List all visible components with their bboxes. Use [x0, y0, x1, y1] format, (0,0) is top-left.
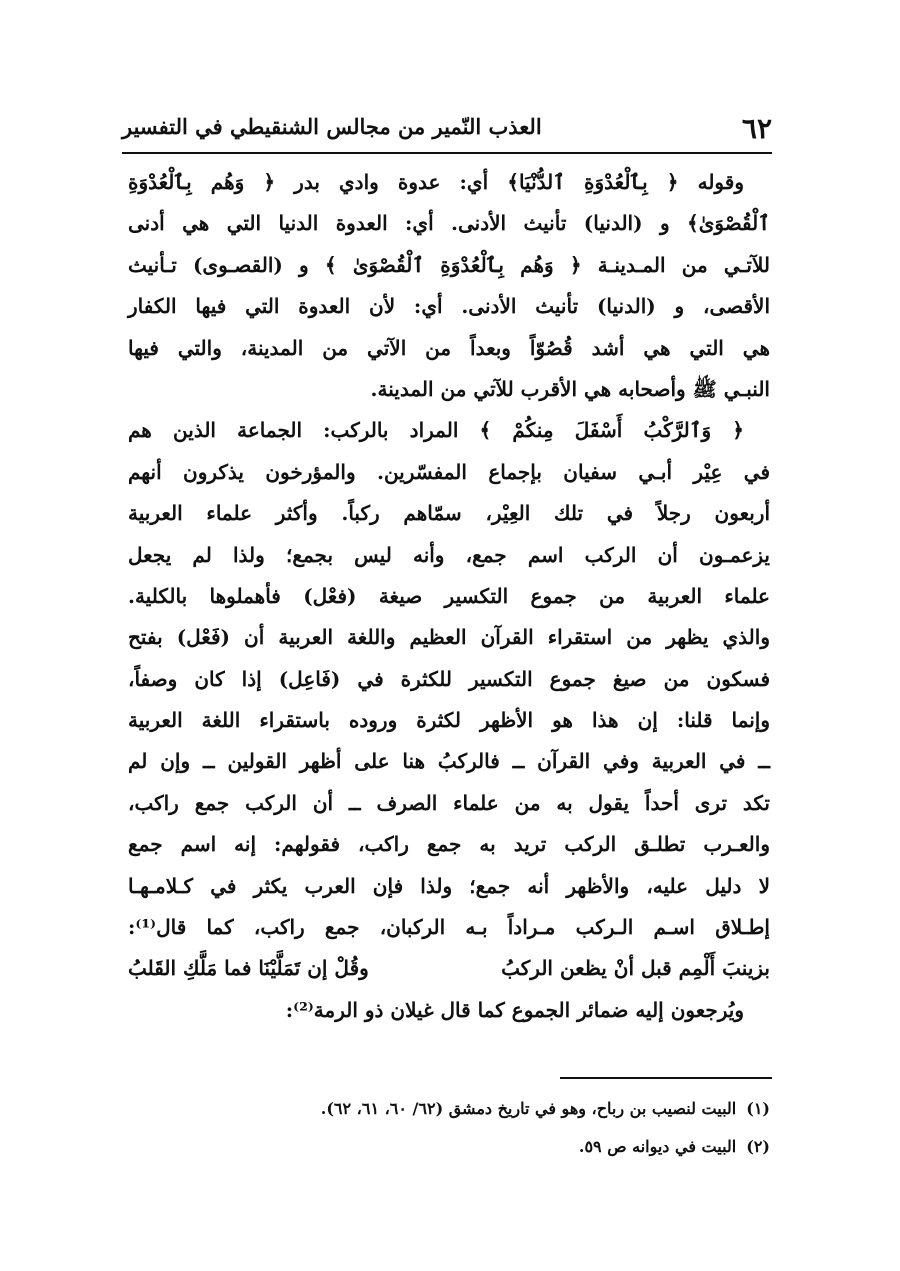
verse-second-hemistich: وقُلْ إن تَمَلَّيْنَا فما مَلَّكِ القَلبُ	[128, 956, 369, 981]
text-line: للآتـي من المـدينـة ﴿ وَهُم بِٱلْعُدْوَةِ ٱلْقُصْوَىٰ ﴾ و (القصـوى) تـأنيث	[128, 252, 770, 277]
footnote-number: (٢)	[746, 1137, 770, 1156]
text-line: وقوله ﴿ بِٱلْعُدْوَةِ ٱلدُّنْيَا﴾ أي: عدوة وادي بدر ﴿ وَهُم بِٱلْعُدْوَةِ	[128, 170, 744, 194]
text-line: والذي يظهر من استقراء القرآن العظيم واللغة العربية أن (فَعْل) بفتح	[128, 625, 770, 650]
header-divider	[122, 152, 772, 154]
verse-first-hemistich: بزينبَ أَلْمِم قبل أنْ يظعن الركبُ	[501, 956, 770, 981]
poetry-verse	[128, 948, 770, 989]
text-line: ٱلْقُصْوَىٰ﴾ و (الدنيا) تأنيث الأدنى. أي: العدوة الدنيا التي هي أدنى	[128, 211, 770, 236]
text-line: ــ في العربية وفي القرآن ــ فالركبُ هنا على أظهر القولين ــ وإن لم	[128, 749, 770, 774]
text-line: في عِيْر أبـي سفيان بإجماع المفسّرين. والمؤرخون يذكرون أنهم	[128, 459, 770, 484]
text-line: لا دليل عليه، والأظهر أنه جمع؛ ولذا فإن العرب يكثر في كـلامـهـا	[128, 873, 770, 898]
text-line: ﴿ وَٱلرَّكْبُ أَسْفَلَ مِنكُمْ ﴾ المراد بالركب: الجماعة الذين هم	[128, 418, 744, 443]
footnotes	[128, 1090, 770, 1166]
text-line: يزعمـون أن الركب اسم جمع، وأنه ليس بجمع؛ ولذا لم يجعل	[128, 542, 771, 567]
footnote-text: البيت لنصيب بن رباح، وهو في تاريخ دمشق (٦٢/ ٦٠، ٦١، ٦٢).	[320, 1099, 737, 1118]
main-text	[128, 162, 770, 1031]
text-line: والعـرب تطلـق الركب تريد به جمع راكب، فقولهم: إنه اسم جمع	[128, 832, 770, 857]
text-line: إطـلاق اسـم الـركب مـراداً بـه الركبان، جمع راكب، كما قال⁽¹⁾:	[128, 915, 770, 940]
footnote-item	[128, 1128, 770, 1166]
footnote-number: (١)	[746, 1099, 770, 1118]
page-number: ٦٢	[741, 112, 772, 145]
page-header	[122, 112, 772, 148]
text-line: أربعون رجلاً في تلك العِيْر، سمّاهم ركباً. وأكثر علماء العربية	[128, 501, 770, 526]
text-line: النبـي ﷺ وأصحابه هي الأقرب للآتي من المدينة.	[370, 376, 770, 401]
text-line: فسكون من صيغ جموع التكسير للكثرة في (فَاعِل) إذا كان وصفاً،	[128, 666, 770, 691]
footnote-item	[128, 1090, 770, 1128]
text-line: علماء العربية من جموع التكسير صيغة (فعْل) فأهملوها بالكلية.	[128, 583, 770, 608]
footnote-text: البيت في ديوانه ص ٥٩.	[578, 1137, 737, 1156]
text-line: ويُرجعون إليه ضمائر الجموع كما قال غيلان ذو الرمة⁽²⁾:	[285, 997, 744, 1022]
text-line: هي التي هي أشد قُصُوّاً وبعداً من الآتي من المدينة، والتي فيها	[128, 335, 770, 360]
running-title: العذب النّمير من مجالس الشنقيطي في التفسير	[122, 114, 542, 139]
text-line: وإنما قلنا: إن هذا هو الأظهر لكثرة وروده باستقراء اللغة العربية	[128, 708, 770, 733]
footnote-divider	[560, 1077, 772, 1079]
text-line: الأقصى، و (الدنيا) تأنيث الأدنى. أي: لأن العدوة التي فيها الكفار	[128, 294, 770, 319]
text-line: تكد ترى أحداً يقول به من علماء الصرف ــ أن الركب جمع راكب،	[128, 790, 770, 815]
